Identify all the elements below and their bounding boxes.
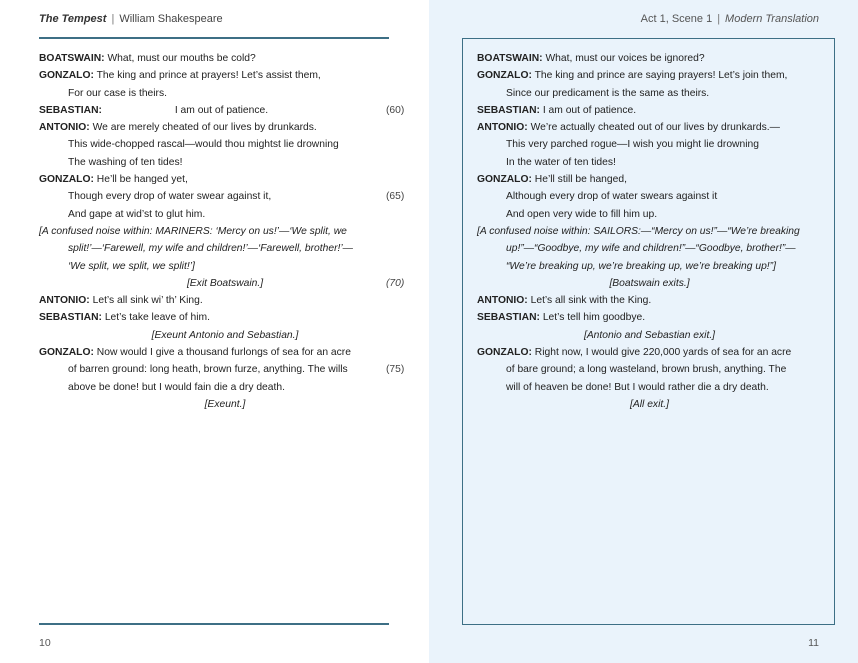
script-line (477, 240, 822, 257)
script-line (477, 119, 822, 136)
scene-label: Act 1, Scene 1 (640, 13, 713, 25)
dialogue-text: Right now, I would give 220,000 yards of sea for an acre (534, 347, 792, 359)
translation-label: Modern Translation (725, 13, 819, 25)
script-line (477, 327, 822, 344)
left-running-header (39, 13, 223, 25)
script-line (477, 50, 822, 67)
script-line (39, 327, 411, 344)
script-line (39, 309, 411, 326)
speaker-name: ANTONIO: (477, 295, 528, 307)
dialogue-text: What, must our voices be ignored? (545, 53, 705, 64)
script-line (477, 344, 822, 361)
dialogue-continuation: of bare ground; a long wasteland, brown brush, anything. The (506, 364, 787, 376)
line-number: (75) (386, 364, 405, 376)
dialogue-text: Let’s all sink with the King. (530, 295, 652, 307)
dialogue-text: He’ll still be hanged, (534, 174, 627, 186)
right-running-header (641, 13, 819, 25)
script-line (477, 206, 822, 223)
speaker-name: SEBASTIAN: (477, 104, 540, 116)
script-line (39, 188, 411, 205)
speaker-name: GONZALO: (477, 347, 532, 359)
script-line (39, 396, 411, 413)
dialogue-text: Let’s take leave of him. (104, 312, 210, 324)
dialogue-text: The king and prince at prayers! Let’s assist them, (96, 70, 321, 82)
script-line (477, 379, 822, 396)
speaker-name: GONZALO: (39, 174, 94, 186)
script-line (477, 171, 822, 188)
script-line (39, 361, 411, 378)
bottom-rule (39, 623, 389, 625)
dialogue-continuation: Although every drop of water swears against it (506, 191, 718, 203)
speaker-name: ANTONIO: (477, 122, 528, 134)
exit-direction: [Exeunt Antonio and Sebastian.] (151, 329, 299, 341)
translation-text-column (477, 50, 822, 413)
speaker-name: GONZALO: (477, 70, 532, 82)
dialogue-text: What, must our mouths be cold? (107, 53, 256, 64)
script-line (39, 258, 411, 275)
speaker-name: BOATSWAIN: (39, 53, 105, 64)
original-text-column (39, 50, 411, 413)
stage-direction: [A confused noise within: MARINERS: ‘Mercy on us!’—‘We split, we (39, 225, 347, 237)
stage-direction: [A confused noise within: SAILORS:—“Mercy on us!”—“We’re breaking (477, 225, 800, 237)
script-line (39, 275, 411, 292)
line-number: (60) (386, 104, 405, 116)
dialogue-continuation: And open very wide to fill him up. (506, 208, 658, 220)
script-line (39, 50, 411, 67)
dialogue-continuation: above be done! but I would fain die a dry death. (68, 381, 285, 393)
exit-direction: [Exeunt.] (204, 398, 246, 410)
script-line (477, 309, 822, 326)
stage-direction-continuation: ‘We split, we split, we split!’] (68, 260, 195, 272)
script-line (39, 67, 411, 84)
speaker-name: ANTONIO: (39, 122, 90, 134)
dialogue-continuation: For our case is theirs. (68, 87, 167, 99)
stage-direction-continuation: “We’re breaking up, we’re breaking up, we’re breaking up!”] (506, 260, 776, 272)
script-line (477, 396, 822, 413)
dialogue-continuation: This wide-chopped rascal—would thou mightst lie drowning (68, 139, 339, 151)
dialogue-continuation: This very parched rogue—I wish you might lie drowning (506, 139, 759, 151)
script-line (39, 154, 411, 171)
dialogue-continuation: will of heaven be done! But I would rather die a dry death. (506, 381, 769, 393)
line-number: (70) (386, 277, 405, 289)
dialogue-text: The king and prince are saying prayers! Let’s join them, (534, 70, 788, 82)
speaker-name: ANTONIO: (39, 295, 90, 307)
dialogue-continuation: The washing of ten tides! (68, 156, 183, 168)
script-line (477, 102, 822, 119)
script-line (39, 206, 411, 223)
dialogue-continuation: In the water of ten tides! (506, 156, 616, 168)
exit-direction: [Boatswain exits.] (609, 277, 690, 289)
speaker-name: GONZALO: (477, 174, 532, 186)
script-line (39, 85, 411, 102)
dialogue-text: I am out of patience. (542, 104, 637, 116)
script-line (477, 188, 822, 205)
script-line (39, 119, 411, 136)
script-line (39, 136, 411, 153)
dialogue-continuation: Though every drop of water swear against it, (68, 191, 272, 203)
dialogue-text: I am out of patience. (174, 104, 269, 116)
exit-direction: [Exit Boatswain.] (186, 277, 264, 289)
dialogue-text: Let’s all sink wi’ th’ King. (92, 295, 203, 307)
dialogue-continuation: Since our predicament is the same as theirs. (506, 87, 710, 99)
dialogue-text: Now would I give a thousand furlongs of sea for an acre (96, 347, 351, 359)
dialogue-text: He’ll be hanged yet, (96, 174, 188, 186)
dialogue-continuation: And gape at wid’st to glut him. (68, 208, 206, 220)
header-separator: | (111, 13, 115, 25)
script-line (39, 223, 411, 240)
script-line (477, 292, 822, 309)
speaker-name: SEBASTIAN: (39, 104, 102, 116)
script-line (39, 171, 411, 188)
page-number-left: 10 (39, 637, 51, 649)
script-line (39, 102, 411, 119)
script-line (477, 154, 822, 171)
top-rule (39, 37, 389, 39)
speaker-name: SEBASTIAN: (39, 312, 102, 324)
stage-direction-continuation: up!”—“Goodbye, my wife and children!”—“Goodbye, brother!”— (506, 243, 796, 255)
script-line (39, 292, 411, 309)
script-line (39, 344, 411, 361)
speaker-name: SEBASTIAN: (477, 312, 540, 324)
header-separator: | (717, 13, 721, 25)
page-number-right: 11 (808, 637, 819, 649)
exit-direction: [All exit.] (630, 398, 669, 410)
stage-direction-continuation: split!’—‘Farewell, my wife and children!’—‘Farewell, brother!’— (68, 243, 353, 255)
script-line (477, 85, 822, 102)
line-number: (65) (386, 191, 405, 203)
script-line (477, 136, 822, 153)
exit-direction: [Antonio and Sebastian exit.] (583, 329, 716, 341)
dialogue-text: We are merely cheated of our lives by drunkards. (92, 122, 317, 134)
script-line (39, 240, 411, 257)
dialogue-continuation: of barren ground: long heath, brown furze, anything. The wills (68, 364, 348, 376)
script-line (39, 379, 411, 396)
script-line (477, 275, 822, 292)
author-name: William Shakespeare (119, 13, 223, 25)
script-line (477, 258, 822, 275)
dialogue-text: Let’s tell him goodbye. (542, 312, 646, 324)
speaker-name: GONZALO: (39, 70, 94, 82)
script-line (477, 223, 822, 240)
dialogue-text: We’re actually cheated out of our lives by drunkards.— (530, 122, 780, 134)
speaker-name: BOATSWAIN: (477, 53, 543, 64)
play-title: The Tempest (39, 13, 107, 25)
script-line (477, 361, 822, 378)
speaker-name: GONZALO: (39, 347, 94, 359)
script-line (477, 67, 822, 84)
